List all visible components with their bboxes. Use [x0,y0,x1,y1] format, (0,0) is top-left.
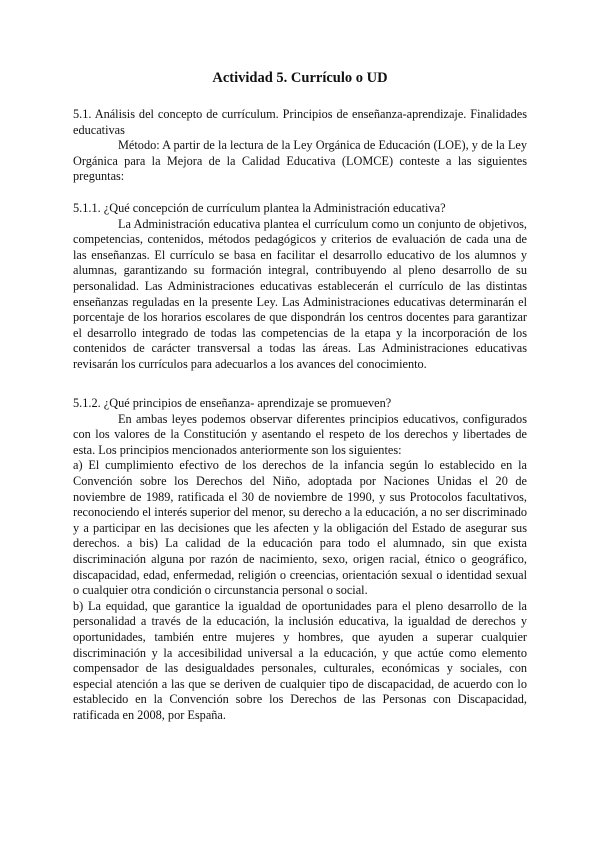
section-heading: 5.1. Análisis del concepto de currículum. Principios de enseñanza-aprendizaje. Finalidades educativas [73,107,527,137]
body-paragraph: En ambas leyes podemos observar diferentes principios educativos, configurados con los valores de la Constitución y asentando el respeto de los derechos y libertades de esta. Los principios mencionados anteriormente son los siguientes: [73,411,527,457]
section-principles [73,396,527,723]
section-analysis [73,107,527,185]
document-title: Actividad 5. Currículo o UD [212,70,388,86]
list-item-a: a) El cumplimiento efectivo de los derechos de la infancia según lo establecido en la Convención sobre los Derechos del Niño, adoptada por Naciones Unidas el 20 de noviembre de 1989, ratificada el 30 de noviembre de 1990, y sus Protocolos facultativos, reconociendo el interés superior del menor, su derecho a la educación, a no ser discriminado y a participar en las decisiones que les afecten y la obligación del Estado de asegurar sus derechos. a bis) La calidad de la educación para todo el alumnado, sin que exista discriminación alguna por razón de nacimiento, sexo, origen racial, étnico o geográfico, discapacidad, edad, enfermedad, religión o creencias, orientación sexual o identidad sexual o cualquier otra condición o circunstancia personal o social. [73,458,527,598]
section-heading: 5.1.2. ¿Qué principios de enseñanza- aprendizaje se promueven? [73,396,392,410]
section-curriculum-concept [73,201,527,373]
section-heading: 5.1.1. ¿Qué concepción de currículum plantea la Administración educativa? [73,201,446,215]
method-paragraph: Método: A partir de la lectura de la Ley Orgánica de Educación (LOE), y de la Ley Orgánica para la Mejora de la Calidad Educativa (LOMCE) conteste a las siguientes preguntas: [73,138,527,184]
body-paragraph: La Administración educativa plantea el currículum como un conjunto de objetivos, competencias, contenidos, métodos pedagógicos y criterios de evaluación de cada una de las enseñanzas. El currículo se basa en facilitar el desarrollo educativo de los alumnos y alumnas, garantizando su formación integral, contribuyendo al pleno desarrollo de su personalidad. Las Administraciones educativas establecerán el currículo de las distintas enseñanzas reguladas en la presente Ley. Las Administraciones educativas determinarán el porcentaje de los horarios escolares de que dispondrán los centros docentes para garantizar el desarrollo integrado de todas las competencias de la etapa y la incorporación de los contenidos de carácter transversal a todas las áreas. Las Administraciones educativas revisarán los currículos para adecuarlos a los avances del conocimiento. [73,216,527,371]
list-item-b: b) La equidad, que garantice la igualdad de oportunidades para el pleno desarrollo de la personalidad a través de la educación, la inclusión educativa, la igualdad de derechos y oportunidades, también entre mujeres y hombres, que ayuden a superar cualquier discriminación y la accesibilidad universal a la educación, y que actúe como elemento compensador de las desigualdades personales, culturales, económicas y sociales, con especial atención a las que se deriven de cualquier tipo de discapacidad, de acuerdo con lo establecido en la Convención sobre los Derechos de las Personas con Discapacidad, ratificada en 2008, por España. [73,598,527,722]
